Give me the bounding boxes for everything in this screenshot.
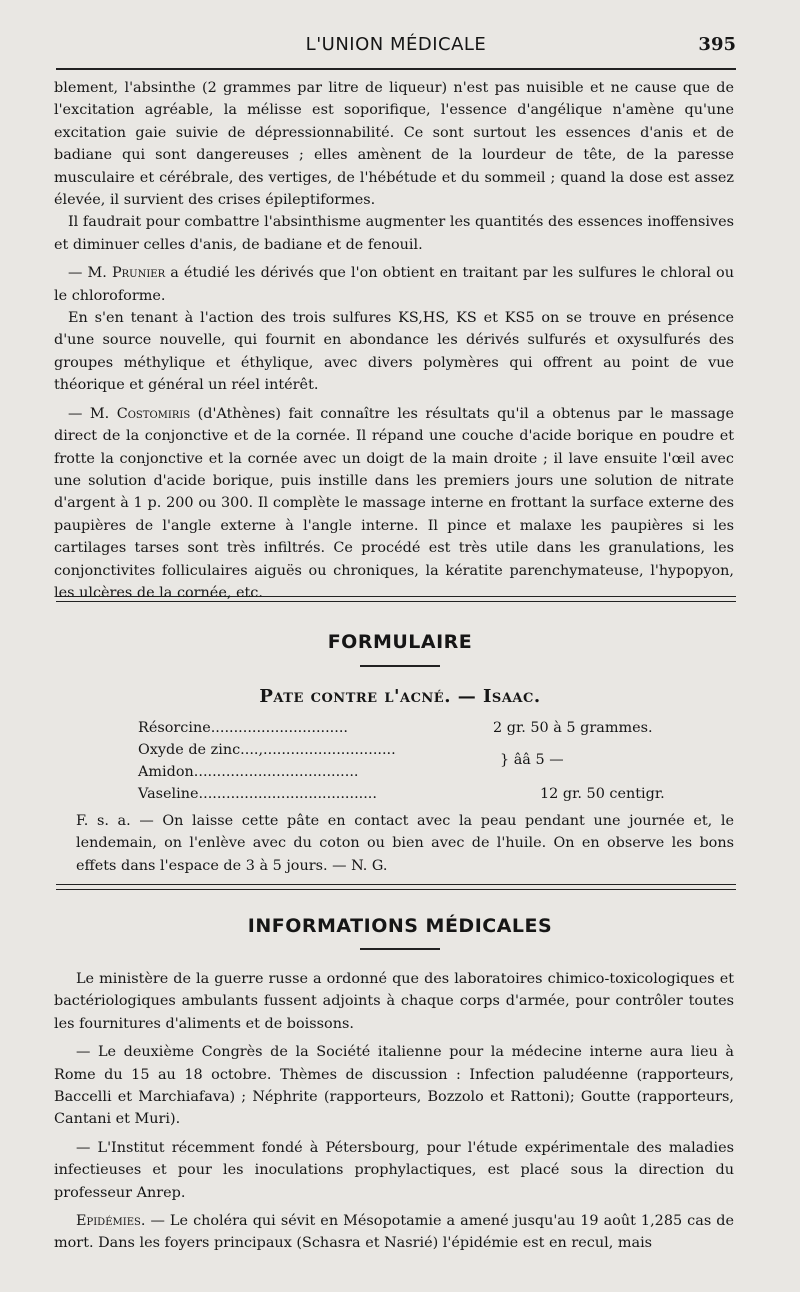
ingredient-row <box>138 786 377 802</box>
paragraph-sulfures: En s'en tenant à l'action des trois sulfures KS,HS, KS et KS5 on se trouve en présence d'une source nouvelle, qui fournit en abondance les dérivés sulfurés et oxysulfurés des groupes méthylique et éthylique, avec divers polymères qui offrent au point de vue théorique et général un réel intérêt. <box>54 310 734 394</box>
title-underline <box>360 665 440 667</box>
informations-title: INFORMATIONS MÉDICALES <box>247 915 553 937</box>
prunier-name: Prunier <box>111 265 166 282</box>
paragraph-prunier <box>54 262 734 307</box>
prunier-text: a étudié les dérivés que l'on obtient en traitant par les sulfures le chloral ou le chloroforme. <box>54 265 734 304</box>
recipe-notes <box>76 810 734 877</box>
costomiris-prefix: — M. <box>68 405 117 422</box>
ingredient-name: Amidon <box>138 764 194 780</box>
formulaire-title: FORMULAIRE <box>327 631 473 653</box>
ingredient-dots: .............................. <box>210 720 348 736</box>
ingredient-quantity: 12 gr. 50 centigr. <box>540 786 665 802</box>
section-divider <box>56 884 736 890</box>
ingredient-row <box>138 720 348 736</box>
aa-bracket-quantity: } ââ 5 — <box>500 752 564 768</box>
paragraph-institut: — L'Institut récemment fondé à Pétersbourg, pour l'étude expérimentale des maladies infectieuses et pour les inoculations prophylactiques, est placé sous la direction du professeur Anrep. <box>54 1139 734 1201</box>
ingredient-row <box>138 764 358 780</box>
page-header <box>56 30 736 64</box>
prunier-prefix: — M. <box>68 265 112 282</box>
recipe-title: Pate contre l'acné. — Isaac. <box>259 686 541 707</box>
ingredient-row <box>138 742 396 758</box>
paragraph-absinthe: blement, l'absinthe (2 grammes par litre de liqueur) n'est pas nuisible et ne cause que de l'excitation agréable, la mélisse est soporifique, l'essence d'angélique n'amène qu'une excitation gaie suivie de dépressionnabilité. Ce sont surtout les essences d'anis et de badiane qui sont dangereuses ; elles amènent de la lourdeur de tête, de la paresse musculaire et cérébrale, des vertiges, de l'hébétude et du sommeil ; quand la dose est assez élevée, il survient des crises épileptiformes. <box>54 80 734 209</box>
recipe-note: F. s. a. — On laisse cette pâte en contact avec la peau pendant une journée et, le lendemain, on l'enlève avec du coton ou bien avec de l'huile. On en observe les bons effets dans l'espace de 3 à 5 jours. — N. G. <box>76 813 734 874</box>
costomiris-name: Costomiris <box>116 405 191 422</box>
paragraph-congres: — Le deuxième Congrès de la Société italienne pour la médecine interne aura lieu à Rome du 15 au 18 octobre. Thèmes de discussion : Infection paludéenne (rapporteurs, Baccelli et Marchiafava) ; Néphrite (rapporteurs, Bozzolo et Rattoni); Goutte (rapporteurs, Cantani et Muri). <box>54 1044 734 1128</box>
paragraph-epidemies <box>54 1210 734 1255</box>
paragraph-absinthisme: Il faudrait pour combattre l'absinthisme augmenter les quantités des essences inoffensives et diminuer celles d'anis, de badiane et de fenouil. <box>54 214 734 253</box>
running-title: L'UNION MÉDICALE <box>305 34 487 55</box>
ingredient-dots: ....,............................. <box>240 742 396 758</box>
epidemies-label: Epidémies. <box>76 1213 146 1230</box>
ingredient-name: Vaseline <box>138 786 199 802</box>
costomiris-text: (d'Athènes) fait connaître les résultats qu'il a obtenus par le massage direct de la conjonctive et de la cornée. Il répand une couche d'acide borique en poudre et frotte la conjonctive et la cornée avec un doigt de la main droite ; il lave ensuite l'œil avec une solution d'acide borique, puis instille dans les premiers jours une solution de nitrate d'argent à 1 p. 200 ou 300. Il complète le massage interne en frottant la surface externe des paupières de l'angle externe à l'angle interne. Il pince et malaxe les paupières si les cartilages tarses sont très infiltrés. Ce procédé est très utile dans les granulations, les conjonctivites folliculaires aiguës ou chroniques, la kératite parenchymateuse, l'hypopyon, les ulcères de la cornée, etc. <box>54 405 734 601</box>
ingredient-name: Oxyde de zinc <box>138 742 241 758</box>
ingredient-dots: .................................... <box>193 764 359 780</box>
ingredient-name: Résorcine <box>138 720 211 736</box>
article-continuation <box>54 77 734 604</box>
header-rule <box>56 68 736 70</box>
ingredient-quantity: 2 gr. 50 à 5 grammes. <box>493 720 653 736</box>
epidemies-text: — Le choléra qui sévit en Mésopotamie a amené jusqu'au 19 août 1,285 cas de mort. Dans les foyers principaux (Schasra et Nasrié) l'épidémie est en recul, mais <box>54 1213 734 1252</box>
paragraph-costomiris <box>54 403 734 605</box>
page-number: 395 <box>698 34 736 55</box>
section-divider <box>56 596 736 602</box>
informations-text <box>54 968 734 1255</box>
title-underline <box>360 948 440 950</box>
ingredient-dots: ....................................... <box>198 786 377 802</box>
paragraph-ministere: Le ministère de la guerre russe a ordonné que des laboratoires chimico-toxicologiques et bactériologiques ambulants fussent adjoints à chaque corps d'armée, pour contrôler toutes les fournitures d'aliments et de boissons. <box>54 971 734 1032</box>
